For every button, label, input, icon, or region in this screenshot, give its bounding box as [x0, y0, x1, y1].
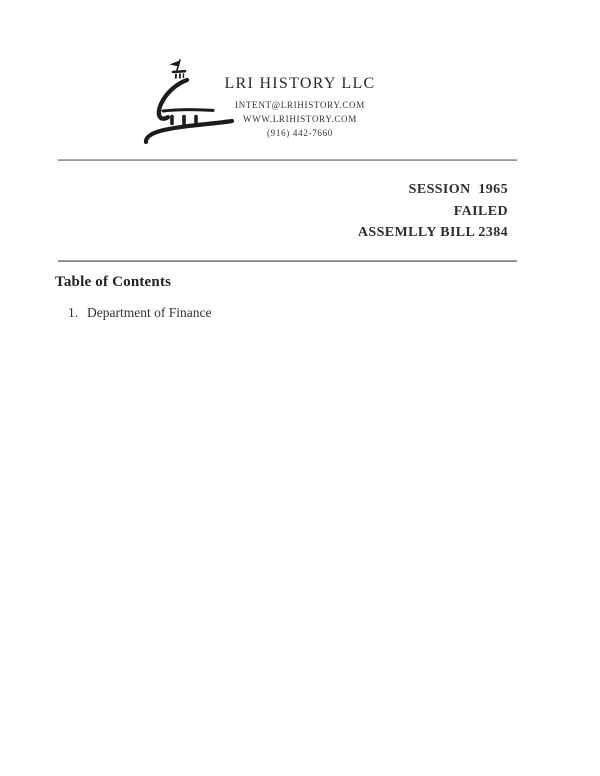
- phone-text: (916) 442-7660: [266, 128, 334, 138]
- horizontal-rule-top: [58, 159, 517, 161]
- toc-item: [68, 305, 211, 321]
- email-text: INTENT@LRIHISTORY.COM: [235, 100, 365, 110]
- session-line: SESSION 1965: [408, 182, 508, 197]
- status-line: FAILED: [453, 203, 508, 219]
- horizontal-rule-bottom: [58, 260, 517, 262]
- company-name: LRI HISTORY LLC: [224, 75, 376, 92]
- toc-item-number: 1.: [68, 305, 79, 320]
- website-text: WWW.LRIHISTORY.COM: [243, 114, 357, 124]
- toc-heading: Table of Contents: [55, 274, 172, 290]
- letterhead: [170, 74, 430, 140]
- toc-item-label: Department of Finance: [87, 305, 212, 320]
- contact-block: [170, 98, 430, 140]
- case-info-block: [358, 179, 508, 244]
- bill-line: ASSEMLLY BILL 2384: [357, 225, 508, 240]
